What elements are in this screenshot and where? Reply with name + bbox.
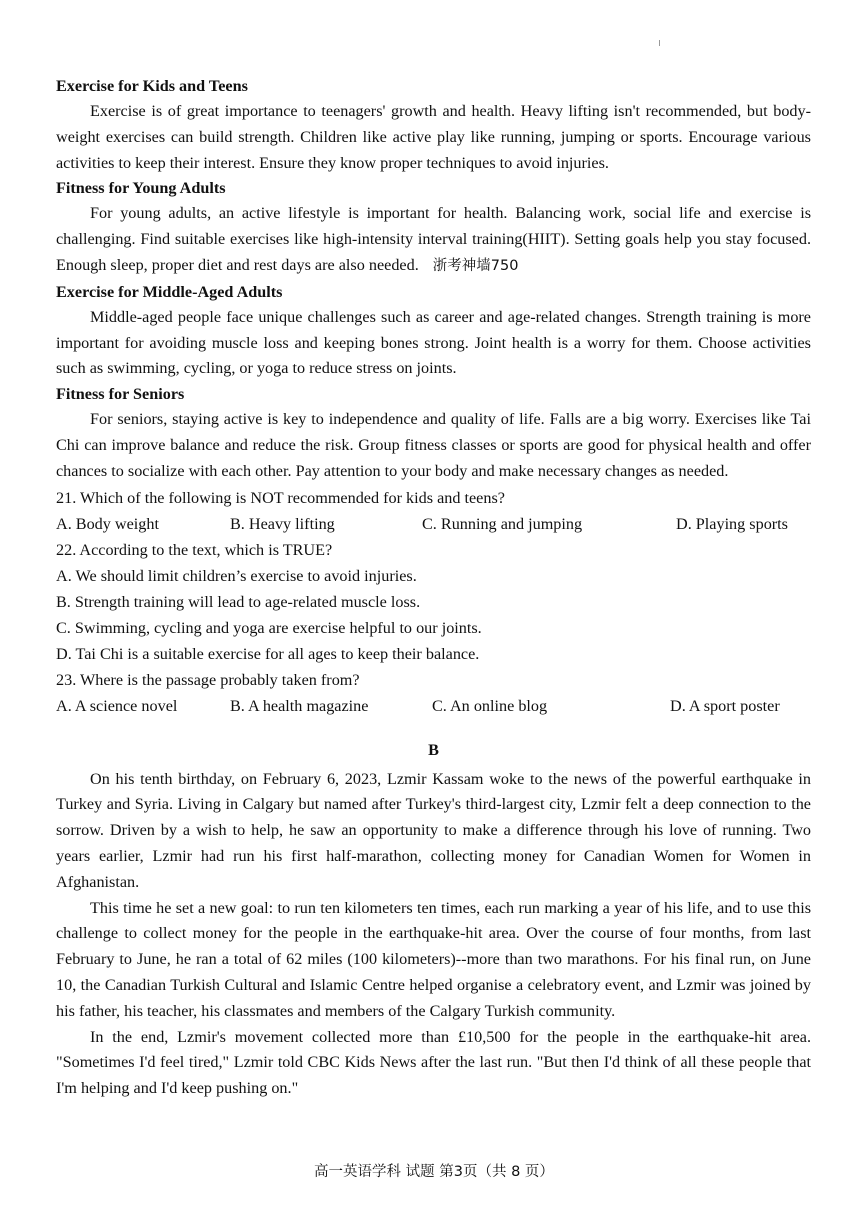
option-row [56, 693, 811, 719]
option-a: A. Body weight [56, 514, 159, 533]
option-row [56, 511, 811, 537]
section-heading: Fitness for Young Adults [56, 179, 226, 198]
question-stem: 23. Where is the passage probably taken from? [56, 670, 360, 689]
option-c: C. Swimming, cycling and yoga are exercise helpful to our joints. [56, 618, 482, 637]
section-paragraph: For seniors, staying active is key to independence and quality of life. Falls are a big worry. Exercises like Tai Chi can improve balance and reduce the risk. Group fitness classes or sports are good for physical health and offer chances to socialize with each other. Pay attention to your body and make necessary changes as needed. [56, 410, 811, 480]
option-d: D. Tai Chi is a suitable exercise for all ages to keep their balance. [56, 644, 480, 663]
option-b: B. Heavy lifting [230, 514, 335, 533]
section-heading: Exercise for Kids and Teens [56, 77, 248, 95]
option-a: A. We should limit children’s exercise to avoid injuries. [56, 566, 417, 585]
passage-paragraph: On his tenth birthday, on February 6, 2023, Lzmir Kassam woke to the news of the powerful earthquake in Turkey and Syria. Living in Calgary but named after Turkey's third-largest city, Lzmir felt a deep connection to the sorrow. Driven by a wish to help, he saw an opportunity to make a difference through his love of running. Two years earlier, Lzmir had run his first half-marathon, collecting money for Canadian Women for Women in Afghanistan. [56, 769, 811, 891]
option-b: B. Strength training will lead to age-related muscle loss. [56, 592, 421, 611]
section-heading: Exercise for Middle-Aged Adults [56, 282, 283, 301]
section-paragraph: Middle-aged people face unique challenges such as career and age-related changes. Strength training is more important for avoiding muscle loss and keeping bones strong. Joint health is a worry for them. Choose activities such as swimming, cycling, or yoga to reduce stress on joints. [56, 307, 811, 378]
watermark-text: 浙考神墙750 [432, 257, 519, 274]
option-b: B. A health magazine [230, 696, 369, 715]
scan-mark [659, 40, 660, 46]
section-heading: Fitness for Seniors [56, 385, 185, 404]
section-paragraph: Exercise is of great importance to teenagers' growth and health. Heavy lifting isn't recommended, but body-weight exercises can build strength. Children like active play like running, jumping or sports. Encourage various activities to keep their interest. Ensure they know proper techniques to avoid injuries. [56, 102, 811, 172]
section-text: For young adults, an active lifestyle is important for health. Balancing work, social life and exercise is challenging. Find suitable exercises like high-intensity interval training(HIIT). Setting goals help you stay focused. Enough sleep, proper diet and rest days are also needed. [56, 204, 811, 274]
option-a: A. A science novel [56, 696, 178, 715]
option-c: C. Running and jumping [422, 514, 583, 533]
section-paragraph [56, 201, 811, 279]
exam-page [56, 74, 811, 1102]
passage-paragraph: This time he set a new goal: to run ten kilometers ten times, each run marking a year of his life, and to use this challenge to collect money for the people in the earthquake-hit area. Over the course of four months, from last February to June, he ran a total of 62 miles (100 kilometers)--more than two marathons. For his final run, on June 10, the Canadian Turkish Cultural and Islamic Centre helped organise a celebratory event, and Lzmir was joined by his father, his teacher, his classmates and members of the Calgary Turkish community. [56, 898, 811, 1020]
question-stem: 22. According to the text, which is TRUE? [56, 540, 333, 559]
option-d: D. A sport poster [670, 696, 780, 715]
passage-paragraph: In the end, Lzmir's movement collected more than £10,500 for the people in the earthquake-hit area. "Sometimes I'd feel tired," Lzmir told CBC Kids News after the last run. "But then I'd think of all these people that I'm helping and I'd keep pushing on." [56, 1027, 811, 1098]
page-footer: 高一英语学科 试题 第3页（共 8 页） [314, 1164, 554, 1180]
option-c: C. An online blog [432, 696, 548, 715]
question-stem: 21. Which of the following is NOT recommended for kids and teens? [56, 488, 505, 507]
option-d: D. Playing sports [676, 514, 788, 533]
section-label: B [428, 740, 439, 759]
